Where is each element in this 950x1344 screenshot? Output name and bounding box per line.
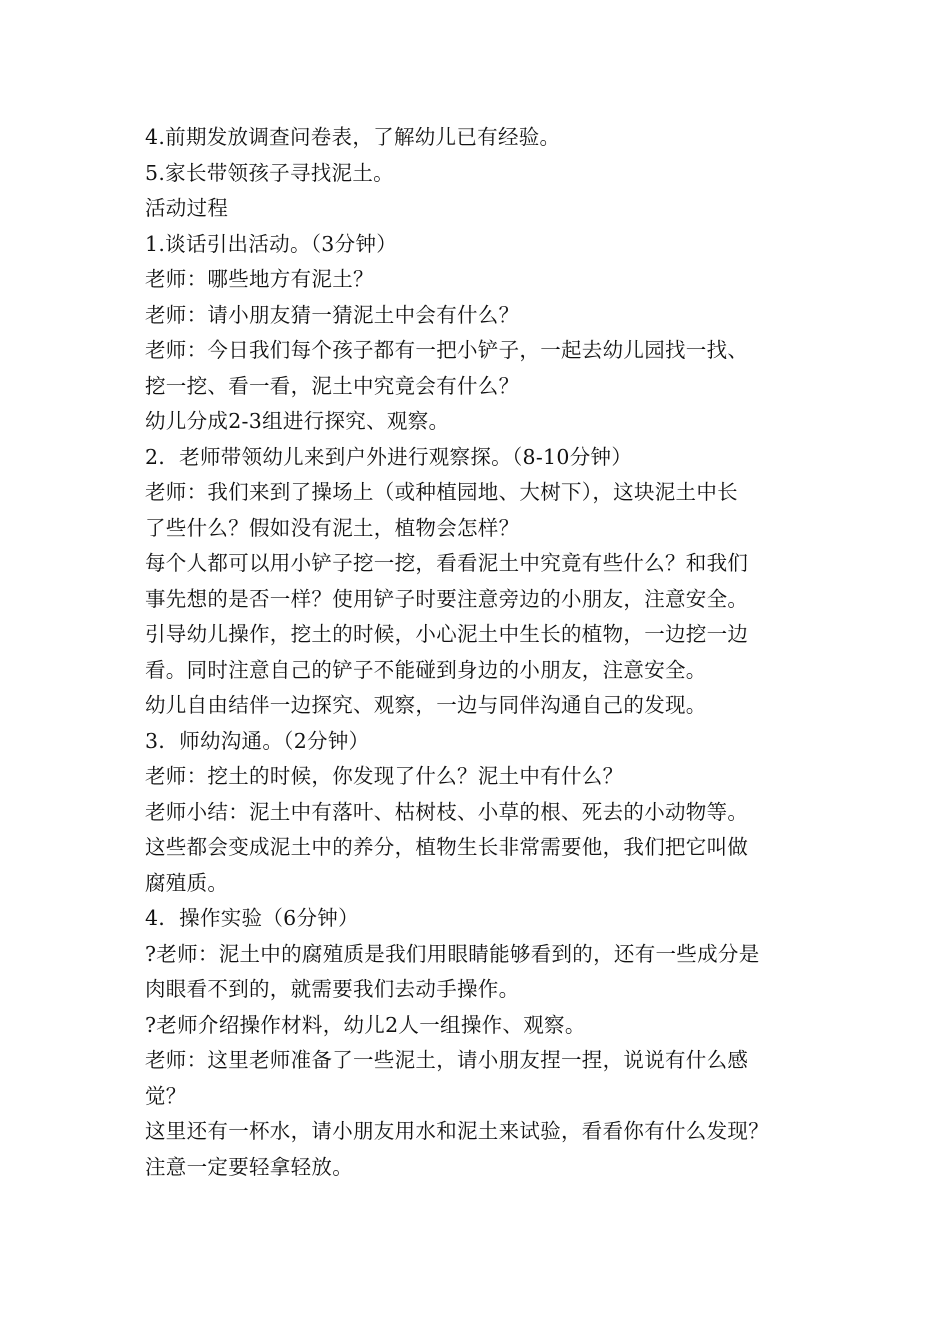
text-line: 老师：我们来到了操场上（或种植园地、大树下），这块泥土中长 bbox=[145, 480, 738, 504]
document-body bbox=[145, 120, 825, 1185]
text-line: 事先想的是否一样？使用铲子时要注意旁边的小朋友，注意安全。 bbox=[145, 586, 749, 611]
text-line: 4．操作实验（6分钟） bbox=[145, 906, 359, 930]
text-line: 引导幼儿操作，挖土的时候，小心泥土中生长的植物，一边挖一边 bbox=[145, 622, 749, 646]
text-line: ?老师：泥土中的腐殖质是我们用眼睛能够看到的，还有一些成分是 bbox=[145, 941, 760, 966]
text-line: 老师：请小朋友猜一猜泥土中会有什么？ bbox=[145, 302, 520, 327]
text-line: 4.前期发放调查问卷表，了解幼儿已有经验。 bbox=[145, 125, 561, 149]
text-line: 了些什么？假如没有泥土，植物会怎样？ bbox=[145, 515, 520, 540]
text-line: 老师：今日我们每个孩子都有一把小铲子，一起去幼儿园找一找、 bbox=[145, 338, 749, 362]
text-line: 老师小结：泥土中有落叶、枯树枝、小草的根、死去的小动物等。 bbox=[145, 799, 749, 824]
text-line: 1.谈话引出活动。（3分钟） bbox=[145, 231, 398, 256]
text-line: 2．老师带领幼儿来到户外进行观察探。（8-10分钟） bbox=[145, 444, 633, 469]
text-line: 幼儿自由结伴一边探究、观察，一边与同伴沟通自己的发现。 bbox=[145, 693, 707, 717]
text-line: 看。同时注意自己的铲子不能碰到身边的小朋友，注意安全。 bbox=[145, 657, 707, 682]
text-line: 腐殖质。 bbox=[145, 870, 229, 895]
text-line: 肉眼看不到的，就需要我们去动手操作。 bbox=[145, 977, 520, 1001]
text-line: 3．师幼沟通。（2分钟） bbox=[145, 728, 370, 753]
section-heading: 活动过程 bbox=[145, 196, 229, 220]
text-line: 老师：哪些地方有泥土？ bbox=[145, 267, 374, 291]
text-line: 老师：这里老师准备了一些泥土，请小朋友捏一捏，说说有什么感 bbox=[145, 1048, 749, 1072]
text-line: 这里还有一杯水，请小朋友用水和泥土来试验，看看你有什么发现？ bbox=[145, 1119, 769, 1143]
text-line: 挖一挖、看一看，泥土中究竟会有什么？ bbox=[145, 373, 520, 398]
text-line: 这些都会变成泥土中的养分，植物生长非常需要他，我们把它叫做 bbox=[145, 835, 749, 859]
text-line: 幼儿分成2-3组进行探究、观察。 bbox=[145, 409, 450, 433]
text-line: 老师：挖土的时候，你发现了什么？泥土中有什么？ bbox=[145, 764, 624, 788]
text-line: 觉？ bbox=[145, 1083, 187, 1108]
text-line: ?老师介绍操作材料，幼儿2人一组操作、观察。 bbox=[145, 1012, 586, 1037]
text-line: 注意一定要轻拿轻放。 bbox=[145, 1154, 353, 1179]
text-line: 每个人都可以用小铲子挖一挖，看看泥土中究竟有些什么？和我们 bbox=[145, 551, 749, 575]
text-line: 5.家长带领孩子寻找泥土。 bbox=[145, 160, 394, 185]
